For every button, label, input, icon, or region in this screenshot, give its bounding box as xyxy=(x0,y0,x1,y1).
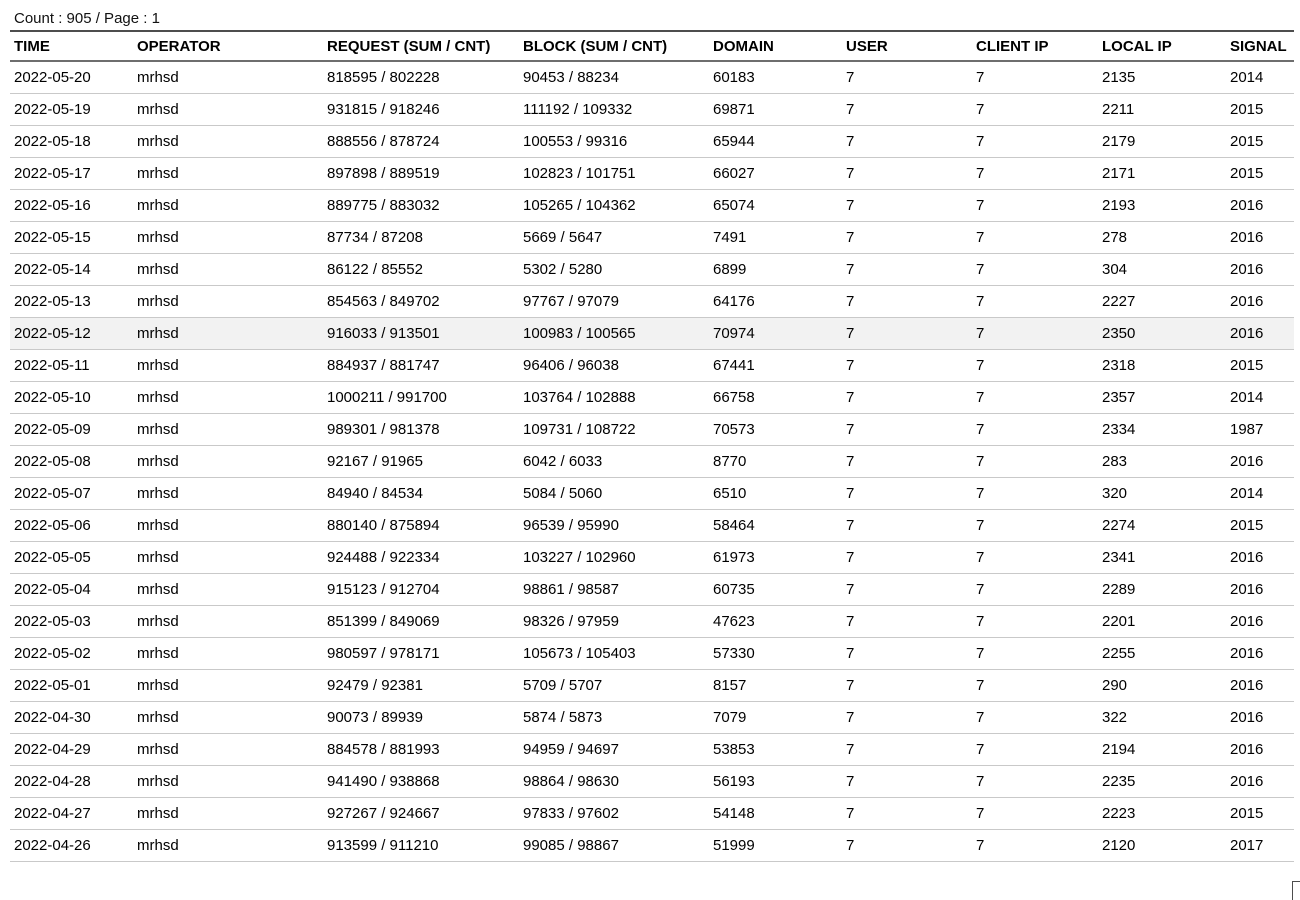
table-row[interactable] xyxy=(10,509,1294,541)
cell-client_ip: 7 xyxy=(976,804,985,822)
cell-operator: mrhsd xyxy=(137,836,179,854)
cell-client_ip: 7 xyxy=(976,196,985,214)
cell-operator: mrhsd xyxy=(137,164,179,182)
cell-local_ip: 2223 xyxy=(1102,804,1136,822)
table-row[interactable] xyxy=(10,477,1294,509)
cell-local_ip: 2289 xyxy=(1102,580,1136,598)
cell-time: 2022-05-05 xyxy=(14,548,91,566)
cell-domain: 65074 xyxy=(713,196,755,214)
cell-client_ip: 7 xyxy=(976,260,985,278)
table-row[interactable] xyxy=(10,605,1294,637)
cell-time: 2022-05-16 xyxy=(14,196,91,214)
cell-signal: 2015 xyxy=(1230,356,1264,374)
cell-domain: 60735 xyxy=(713,580,755,598)
cell-operator: mrhsd xyxy=(137,484,179,502)
cell-domain: 66758 xyxy=(713,388,755,406)
cell-user: 7 xyxy=(846,292,855,310)
table-row[interactable] xyxy=(10,221,1294,253)
cell-client_ip: 7 xyxy=(976,516,985,534)
cell-block: 5669 / 5647 xyxy=(523,228,603,246)
cell-time: 2022-05-07 xyxy=(14,484,91,502)
cell-request: 941490 / 938868 xyxy=(327,772,440,790)
cell-time: 2022-05-20 xyxy=(14,68,91,86)
cell-time: 2022-05-09 xyxy=(14,420,91,438)
cell-block: 109731 / 108722 xyxy=(523,420,636,438)
cell-user: 7 xyxy=(846,836,855,854)
cell-local_ip: 2350 xyxy=(1102,324,1136,342)
cell-client_ip: 7 xyxy=(976,836,985,854)
table-row[interactable] xyxy=(10,125,1294,157)
cell-block: 100553 / 99316 xyxy=(523,132,628,150)
cell-local_ip: 2274 xyxy=(1102,516,1136,534)
cell-user: 7 xyxy=(846,68,855,86)
cell-operator: mrhsd xyxy=(137,772,179,790)
cell-time: 2022-05-04 xyxy=(14,580,91,598)
cell-block: 98864 / 98630 xyxy=(523,772,619,790)
cell-request: 86122 / 85552 xyxy=(327,260,423,278)
cell-operator: mrhsd xyxy=(137,580,179,598)
cell-signal: 2016 xyxy=(1230,676,1264,694)
column-header-client_ip: CLIENT IP xyxy=(976,37,1049,55)
cell-client_ip: 7 xyxy=(976,580,985,598)
column-header-domain: DOMAIN xyxy=(713,37,774,55)
table-body xyxy=(10,61,1294,861)
cell-request: 931815 / 918246 xyxy=(327,100,440,118)
cell-block: 96406 / 96038 xyxy=(523,356,619,374)
cell-user: 7 xyxy=(846,612,855,630)
cell-user: 7 xyxy=(846,484,855,502)
cell-block: 97767 / 97079 xyxy=(523,292,619,310)
table-row[interactable] xyxy=(10,541,1294,573)
cell-time: 2022-05-02 xyxy=(14,644,91,662)
cell-signal: 2014 xyxy=(1230,68,1264,86)
cell-operator: mrhsd xyxy=(137,420,179,438)
table-row[interactable] xyxy=(10,573,1294,605)
cell-block: 111192 / 109332 xyxy=(523,100,633,118)
cell-time: 2022-05-18 xyxy=(14,132,91,150)
cell-local_ip: 2211 xyxy=(1102,100,1135,118)
cell-signal: 2017 xyxy=(1230,836,1264,854)
cell-block: 105673 / 105403 xyxy=(523,644,636,662)
cell-user: 7 xyxy=(846,708,855,726)
cell-domain: 69871 xyxy=(713,100,755,118)
cell-signal: 2016 xyxy=(1230,740,1264,758)
cell-domain: 56193 xyxy=(713,772,755,790)
cell-operator: mrhsd xyxy=(137,548,179,566)
column-header-signal: SIGNAL xyxy=(1230,37,1287,55)
cell-local_ip: 2334 xyxy=(1102,420,1136,438)
cell-operator: mrhsd xyxy=(137,100,179,118)
cell-signal: 2016 xyxy=(1230,612,1264,630)
cell-operator: mrhsd xyxy=(137,356,179,374)
cell-domain: 8770 xyxy=(713,452,747,470)
table-row[interactable] xyxy=(10,285,1294,317)
table-row[interactable] xyxy=(10,797,1294,829)
cell-local_ip: 2201 xyxy=(1102,612,1136,630)
cell-block: 6042 / 6033 xyxy=(523,452,603,470)
cell-request: 989301 / 981378 xyxy=(327,420,440,438)
cell-user: 7 xyxy=(846,740,855,758)
cell-request: 888556 / 878724 xyxy=(327,132,440,150)
cell-user: 7 xyxy=(846,580,855,598)
cell-local_ip: 2179 xyxy=(1102,132,1136,150)
cell-user: 7 xyxy=(846,100,855,118)
cell-operator: mrhsd xyxy=(137,260,179,278)
cell-operator: mrhsd xyxy=(137,324,179,342)
cell-user: 7 xyxy=(846,516,855,534)
cell-time: 2022-04-26 xyxy=(14,836,91,854)
cell-user: 7 xyxy=(846,388,855,406)
cell-operator: mrhsd xyxy=(137,708,179,726)
cell-time: 2022-05-13 xyxy=(14,292,91,310)
table-row[interactable] xyxy=(10,381,1294,413)
cell-local_ip: 320 xyxy=(1102,484,1128,502)
cell-block: 94959 / 94697 xyxy=(523,740,619,758)
cell-signal: 1987 xyxy=(1230,420,1264,438)
cell-block: 96539 / 95990 xyxy=(523,516,619,534)
cell-operator: mrhsd xyxy=(137,68,179,86)
cell-local_ip: 2357 xyxy=(1102,388,1136,406)
cell-signal: 2014 xyxy=(1230,388,1264,406)
cell-block: 98861 / 98587 xyxy=(523,580,619,598)
cell-request: 92479 / 92381 xyxy=(327,676,423,694)
cell-domain: 51999 xyxy=(713,836,755,854)
cell-domain: 47623 xyxy=(713,612,755,630)
cell-request: 884937 / 881747 xyxy=(327,356,440,374)
cell-user: 7 xyxy=(846,452,855,470)
cell-local_ip: 304 xyxy=(1102,260,1128,278)
column-header-block: BLOCK (SUM / CNT) xyxy=(523,37,668,55)
cell-block: 103764 / 102888 xyxy=(523,388,636,406)
cell-signal: 2016 xyxy=(1230,260,1264,278)
cell-client_ip: 7 xyxy=(976,132,985,150)
cell-client_ip: 7 xyxy=(976,164,985,182)
cell-local_ip: 2318 xyxy=(1102,356,1136,374)
table-row[interactable] xyxy=(10,413,1294,445)
cell-client_ip: 7 xyxy=(976,676,985,694)
cell-signal: 2016 xyxy=(1230,644,1264,662)
cell-signal: 2016 xyxy=(1230,772,1264,790)
cell-time: 2022-05-10 xyxy=(14,388,91,406)
cell-time: 2022-05-06 xyxy=(14,516,91,534)
cell-local_ip: 290 xyxy=(1102,676,1128,694)
cell-request: 851399 / 849069 xyxy=(327,612,440,630)
cell-domain: 66027 xyxy=(713,164,755,182)
cell-domain: 61973 xyxy=(713,548,755,566)
cell-domain: 70573 xyxy=(713,420,755,438)
cell-client_ip: 7 xyxy=(976,772,985,790)
cell-request: 854563 / 849702 xyxy=(327,292,440,310)
cell-signal: 2016 xyxy=(1230,548,1264,566)
cell-time: 2022-05-15 xyxy=(14,228,91,246)
table-header xyxy=(10,31,1294,61)
cell-operator: mrhsd xyxy=(137,196,179,214)
cell-local_ip: 283 xyxy=(1102,452,1128,470)
cell-signal: 2015 xyxy=(1230,100,1264,118)
cell-user: 7 xyxy=(846,324,855,342)
cell-time: 2022-05-12 xyxy=(14,324,91,342)
cell-domain: 6899 xyxy=(713,260,747,278)
table-row[interactable] xyxy=(10,349,1294,381)
cell-block: 5084 / 5060 xyxy=(523,484,603,502)
table-row[interactable] xyxy=(10,829,1294,861)
cell-domain: 58464 xyxy=(713,516,755,534)
column-header-request: REQUEST (SUM / CNT) xyxy=(327,37,491,55)
cell-block: 5302 / 5280 xyxy=(523,260,603,278)
cell-signal: 2016 xyxy=(1230,452,1264,470)
cell-client_ip: 7 xyxy=(976,324,985,342)
cell-signal: 2016 xyxy=(1230,580,1264,598)
cell-request: 1000211 / 991700 xyxy=(327,388,447,406)
cell-domain: 57330 xyxy=(713,644,755,662)
cell-block: 97833 / 97602 xyxy=(523,804,619,822)
cell-local_ip: 2135 xyxy=(1102,68,1136,86)
table-row[interactable] xyxy=(10,733,1294,765)
cell-request: 818595 / 802228 xyxy=(327,68,440,86)
cell-signal: 2014 xyxy=(1230,484,1264,502)
cell-client_ip: 7 xyxy=(976,740,985,758)
cell-time: 2022-05-01 xyxy=(14,676,91,694)
cell-block: 98326 / 97959 xyxy=(523,612,619,630)
cell-operator: mrhsd xyxy=(137,388,179,406)
cell-local_ip: 2194 xyxy=(1102,740,1136,758)
cell-operator: mrhsd xyxy=(137,644,179,662)
cell-user: 7 xyxy=(846,260,855,278)
cell-time: 2022-04-30 xyxy=(14,708,91,726)
cell-time: 2022-05-17 xyxy=(14,164,91,182)
cell-time: 2022-05-08 xyxy=(14,452,91,470)
column-header-user: USER xyxy=(846,37,888,55)
cell-request: 897898 / 889519 xyxy=(327,164,440,182)
cell-local_ip: 278 xyxy=(1102,228,1128,246)
cell-signal: 2015 xyxy=(1230,132,1264,150)
table-row[interactable] xyxy=(10,157,1294,189)
cell-user: 7 xyxy=(846,356,855,374)
cell-time: 2022-05-14 xyxy=(14,260,91,278)
cell-user: 7 xyxy=(846,164,855,182)
cell-operator: mrhsd xyxy=(137,452,179,470)
column-header-local_ip: LOCAL IP xyxy=(1102,37,1172,55)
cell-signal: 2016 xyxy=(1230,324,1264,342)
cell-local_ip: 2193 xyxy=(1102,196,1136,214)
table-row[interactable] xyxy=(10,253,1294,285)
cell-request: 84940 / 84534 xyxy=(327,484,423,502)
cell-user: 7 xyxy=(846,644,855,662)
cell-local_ip: 322 xyxy=(1102,708,1128,726)
cell-domain: 67441 xyxy=(713,356,755,374)
table-row[interactable] xyxy=(10,93,1294,125)
table-row[interactable] xyxy=(10,189,1294,221)
cell-operator: mrhsd xyxy=(137,292,179,310)
cell-signal: 2016 xyxy=(1230,708,1264,726)
column-header-time: TIME xyxy=(14,37,50,55)
cell-block: 100983 / 100565 xyxy=(523,324,636,342)
cell-time: 2022-05-03 xyxy=(14,612,91,630)
cell-signal: 2015 xyxy=(1230,164,1264,182)
cell-client_ip: 7 xyxy=(976,452,985,470)
cell-block: 5874 / 5873 xyxy=(523,708,603,726)
cell-local_ip: 2227 xyxy=(1102,292,1136,310)
cell-operator: mrhsd xyxy=(137,132,179,150)
cell-local_ip: 2171 xyxy=(1102,164,1136,182)
cell-client_ip: 7 xyxy=(976,100,985,118)
cell-domain: 70974 xyxy=(713,324,755,342)
cell-user: 7 xyxy=(846,228,855,246)
cell-time: 2022-04-28 xyxy=(14,772,91,790)
cell-domain: 54148 xyxy=(713,804,755,822)
cell-block: 102823 / 101751 xyxy=(523,164,636,182)
table-header-row xyxy=(10,31,1294,61)
cell-request: 889775 / 883032 xyxy=(327,196,440,214)
cell-client_ip: 7 xyxy=(976,292,985,310)
cell-domain: 53853 xyxy=(713,740,755,758)
cell-request: 880140 / 875894 xyxy=(327,516,440,534)
cell-client_ip: 7 xyxy=(976,484,985,502)
cell-time: 2022-05-11 xyxy=(14,356,90,374)
cell-user: 7 xyxy=(846,804,855,822)
cutoff-corner-element xyxy=(1292,881,1300,900)
cell-client_ip: 7 xyxy=(976,548,985,566)
cell-domain: 7491 xyxy=(713,228,747,246)
cell-request: 927267 / 924667 xyxy=(327,804,440,822)
table-row[interactable] xyxy=(10,637,1294,669)
cell-domain: 7079 xyxy=(713,708,747,726)
cell-client_ip: 7 xyxy=(976,68,985,86)
cell-user: 7 xyxy=(846,772,855,790)
cell-signal: 2016 xyxy=(1230,228,1264,246)
cell-user: 7 xyxy=(846,676,855,694)
cell-block: 99085 / 98867 xyxy=(523,836,619,854)
table-row[interactable] xyxy=(10,61,1294,93)
cell-domain: 65944 xyxy=(713,132,755,150)
cell-request: 913599 / 911210 xyxy=(327,836,439,854)
cell-client_ip: 7 xyxy=(976,708,985,726)
cell-user: 7 xyxy=(846,548,855,566)
cell-domain: 6510 xyxy=(713,484,747,502)
cell-client_ip: 7 xyxy=(976,612,985,630)
column-header-operator: OPERATOR xyxy=(137,37,221,55)
cell-user: 7 xyxy=(846,420,855,438)
cell-request: 87734 / 87208 xyxy=(327,228,423,246)
cell-domain: 8157 xyxy=(713,676,747,694)
cell-client_ip: 7 xyxy=(976,420,985,438)
cell-signal: 2016 xyxy=(1230,196,1264,214)
cell-local_ip: 2120 xyxy=(1102,836,1136,854)
table-row[interactable] xyxy=(10,445,1294,477)
cell-block: 103227 / 102960 xyxy=(523,548,636,566)
stats-table xyxy=(10,30,1294,862)
cell-operator: mrhsd xyxy=(137,228,179,246)
cell-client_ip: 7 xyxy=(976,356,985,374)
cell-block: 90453 / 88234 xyxy=(523,68,619,86)
cell-block: 105265 / 104362 xyxy=(523,196,636,214)
cell-client_ip: 7 xyxy=(976,644,985,662)
count-page-status: Count : 905 / Page : 1 xyxy=(14,10,160,27)
cell-signal: 2016 xyxy=(1230,292,1264,310)
cell-request: 92167 / 91965 xyxy=(327,452,423,470)
table-row[interactable] xyxy=(10,701,1294,733)
cell-local_ip: 2341 xyxy=(1102,548,1136,566)
table-row[interactable] xyxy=(10,765,1294,797)
cell-signal: 2015 xyxy=(1230,516,1264,534)
cell-request: 924488 / 922334 xyxy=(327,548,440,566)
cell-time: 2022-04-29 xyxy=(14,740,91,758)
cell-client_ip: 7 xyxy=(976,228,985,246)
cell-operator: mrhsd xyxy=(137,676,179,694)
cell-request: 980597 / 978171 xyxy=(327,644,440,662)
cell-local_ip: 2235 xyxy=(1102,772,1136,790)
cell-operator: mrhsd xyxy=(137,804,179,822)
cell-client_ip: 7 xyxy=(976,388,985,406)
cell-request: 915123 / 912704 xyxy=(327,580,440,598)
cell-user: 7 xyxy=(846,132,855,150)
cell-domain: 64176 xyxy=(713,292,755,310)
cell-block: 5709 / 5707 xyxy=(523,676,603,694)
cell-request: 90073 / 89939 xyxy=(327,708,423,726)
table-row[interactable] xyxy=(10,317,1294,349)
cell-user: 7 xyxy=(846,196,855,214)
cell-local_ip: 2255 xyxy=(1102,644,1136,662)
cell-signal: 2015 xyxy=(1230,804,1264,822)
cell-time: 2022-04-27 xyxy=(14,804,91,822)
cell-operator: mrhsd xyxy=(137,740,179,758)
cell-request: 916033 / 913501 xyxy=(327,324,440,342)
cell-domain: 60183 xyxy=(713,68,755,86)
cell-time: 2022-05-19 xyxy=(14,100,91,118)
cell-operator: mrhsd xyxy=(137,612,179,630)
cell-operator: mrhsd xyxy=(137,516,179,534)
cell-request: 884578 / 881993 xyxy=(327,740,440,758)
table-row[interactable] xyxy=(10,669,1294,701)
